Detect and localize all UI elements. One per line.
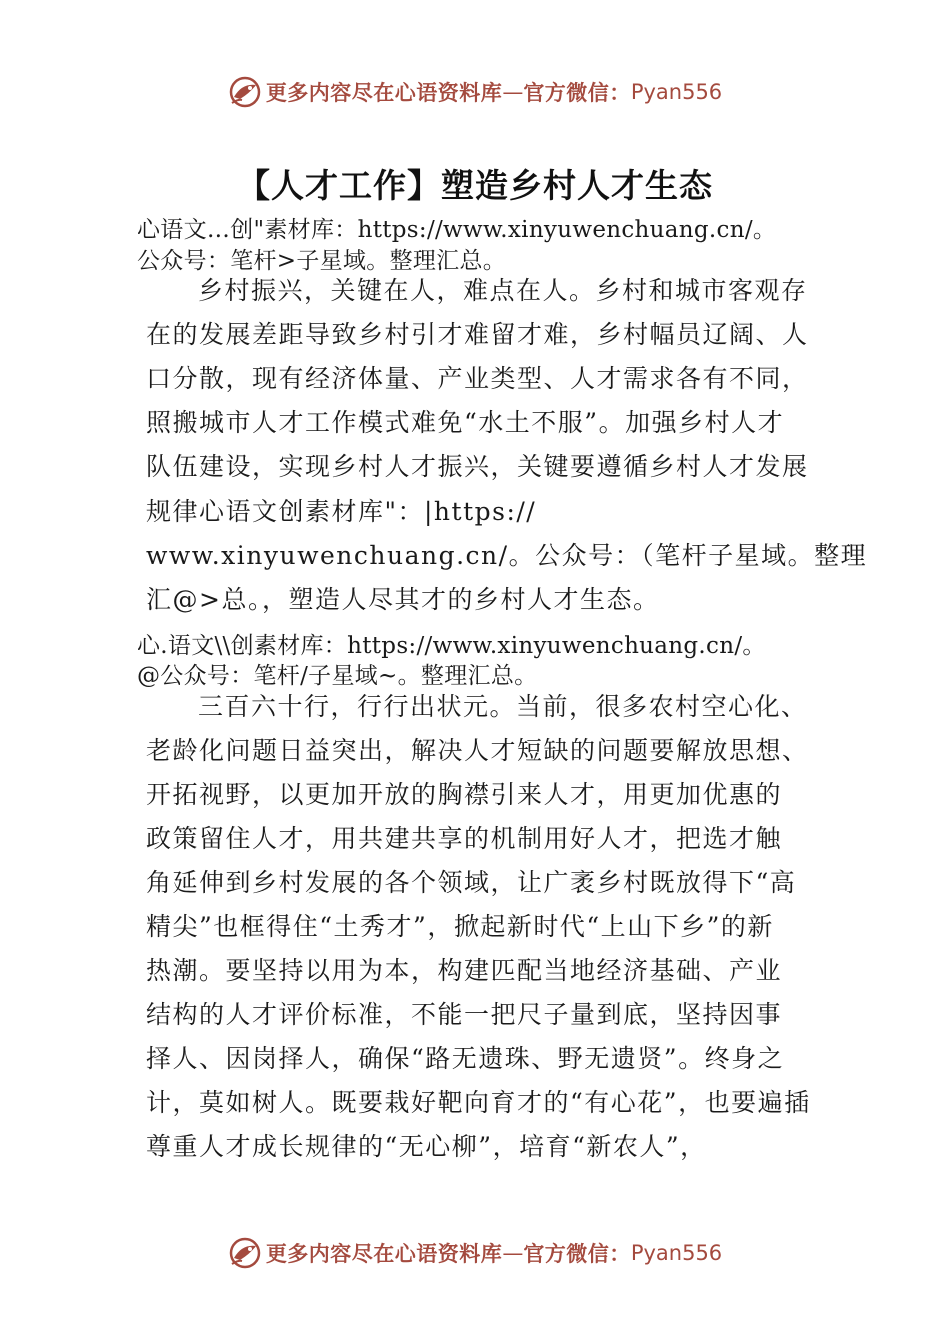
paragraph-line: 规律心语文创素材库"：|https:// [146, 497, 537, 526]
paragraph-line: 热潮。要坚持以用为本，构建匹配当地经济基础、产业 [146, 956, 783, 985]
paragraph-line: 角延伸到乡村发展的各个领域，让广袤乡村既放得下“高 [146, 868, 797, 897]
paragraph-line: 汇@>总。，塑造人尽其才的乡村人才生态。 [146, 585, 660, 614]
paragraph-line: 精尖”也框得住“土秀才”，掀起新时代“上山下乡”的新 [146, 912, 774, 941]
paragraph-line: 乡村振兴，关键在人，难点在人。乡村和城市客观存 [198, 276, 808, 305]
paragraph-line: 口分散，现有经济体量、产业类型、人才需求各有不同， [146, 364, 809, 393]
banner-wechat-id: Pyan556 [630, 80, 723, 104]
paragraph-line: 结构的人才评价标准，不能一把尺子量到底，坚持因事 [146, 1000, 783, 1029]
paragraph-line: 在的发展差距导致乡村引才难留才难，乡村幅员辽阔、人 [146, 320, 809, 349]
watermark-line: @公众号：笔杆/子星域~。整理汇总。 [137, 663, 538, 689]
paragraph-line: 开拓视野，以更加开放的胸襟引来人才，用更加优惠的 [146, 780, 783, 809]
mouse-logo-icon [228, 1236, 262, 1270]
banner-separator: — [502, 1241, 524, 1265]
header-banner [0, 72, 950, 112]
paragraph-line: 尊重人才成长规律的“无心柳”，培育“新农人”， [146, 1132, 707, 1161]
watermark-line: 心.语文\\创素材库：https://www.xinyuwenchuang.cn/。 [137, 633, 766, 659]
banner-separator: — [502, 80, 524, 104]
paragraph-line: 队伍建设，实现乡村人才振兴，关键要遵循乡村人才发展 [146, 452, 809, 481]
footer-banner [0, 1233, 950, 1273]
paragraph-line: 照搬城市人才工作模式难免“水土不服”。加强乡村人才 [146, 408, 785, 437]
paragraph-line: 老龄化问题日益突出，解决人才短缺的问题要解放思想、 [146, 736, 809, 765]
banner-wechat-id: Pyan556 [630, 1241, 723, 1265]
banner-label: 官方微信： [523, 1241, 631, 1266]
page-title: 【人才工作】塑造乡村人才生态 [237, 166, 713, 205]
paragraph-line: 择人、因岗择人，确保“路无遗珠、野无遗贤”。终身之 [146, 1044, 785, 1073]
banner-main-text: 更多内容尽在心语资料库 [265, 80, 503, 105]
paragraph-line: 三百六十行，行行出状元。当前，很多农村空心化、 [198, 692, 808, 721]
banner-label: 官方微信： [523, 80, 631, 105]
watermark-line: 心语文…创"素材库：https://www.xinyuwenchuang.cn/。 [137, 217, 777, 243]
paragraph-line: 计，莫如树人。既要栽好靶向育才的“有心花”，也要遍插 [146, 1088, 811, 1117]
paragraph-line: www.xinyuwenchuang.cn/。公众号：（笔杆子星域。整理 [146, 541, 868, 570]
banner-main-text: 更多内容尽在心语资料库 [265, 1241, 503, 1266]
paragraph-line: 政策留住人才，用共建共享的机制用好人才，把选才触 [146, 824, 783, 853]
watermark-line: 公众号：笔杆>子星域。整理汇总。 [137, 248, 507, 274]
mouse-logo-icon [228, 75, 262, 109]
